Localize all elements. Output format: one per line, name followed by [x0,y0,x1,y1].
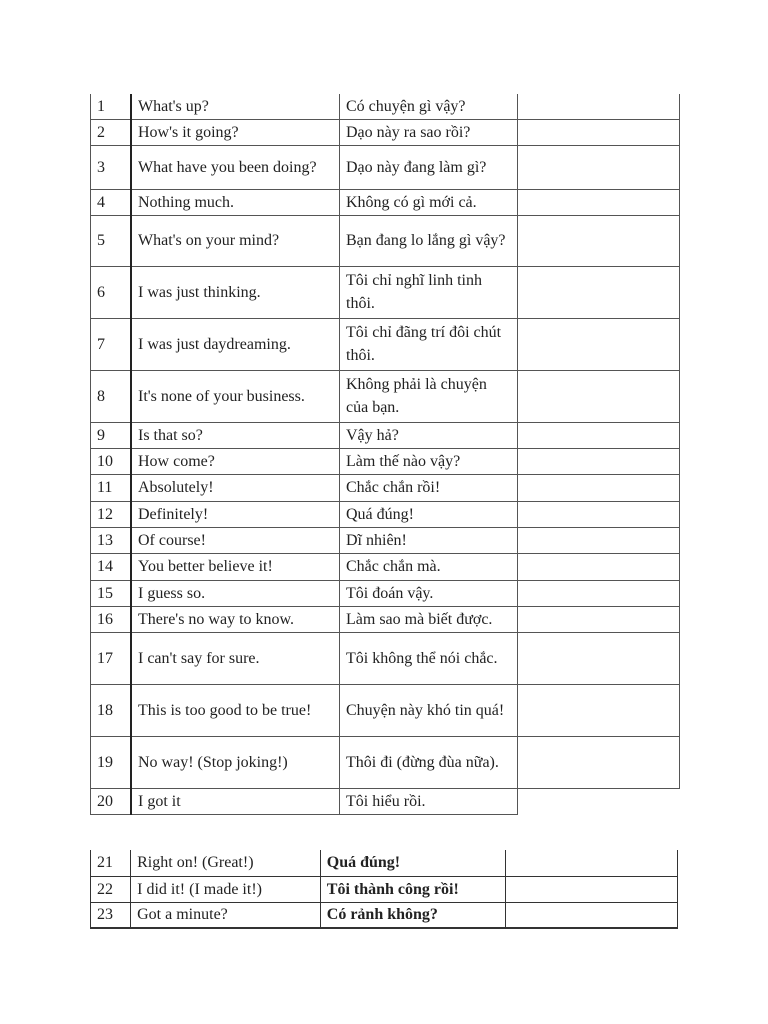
table-row [91,119,680,145]
english-phrase: Is that so? [131,422,340,448]
english-phrase: It's none of your business. [131,370,340,422]
english-phrase: Absolutely! [131,474,340,501]
english-phrase: Right on! (Great!) [131,850,321,876]
vietnamese-translation: Vậy hả? [340,422,518,448]
row-number: 6 [91,266,132,318]
row-number: 16 [91,606,132,632]
row-number: 21 [91,850,131,876]
empty-cell [518,501,680,527]
vietnamese-translation: Không có gì mới cả. [340,189,518,215]
empty-cell [518,474,680,501]
table-row [91,215,680,266]
row-number: 18 [91,684,132,736]
empty-cell [518,736,680,788]
vietnamese-translation: Tôi không thể nói chắc. [340,632,518,684]
english-phrase: No way! (Stop joking!) [131,736,340,788]
row-number: 3 [91,145,132,189]
english-phrase: I was just daydreaming. [131,318,340,370]
english-phrase: I can't say for sure. [131,632,340,684]
table-row [91,876,678,902]
vietnamese-translation: Dĩ nhiên! [340,527,518,553]
phrase-table-2 [90,850,678,929]
row-number: 7 [91,318,132,370]
english-phrase: Definitely! [131,501,340,527]
empty-cell [518,370,680,422]
vietnamese-translation: Quá đúng! [320,850,506,876]
english-phrase: Got a minute? [131,902,321,928]
vietnamese-translation: Chuyện này khó tin quá! [340,684,518,736]
empty-cell [518,189,680,215]
english-phrase: I was just thinking. [131,266,340,318]
table-row [91,474,680,501]
vietnamese-translation: Tôi đoán vậy. [340,580,518,606]
table-row [91,736,680,788]
row-number: 8 [91,370,132,422]
english-phrase: What have you been doing? [131,145,340,189]
empty-cell [518,448,680,474]
row-number: 10 [91,448,132,474]
empty-cell [518,684,680,736]
row-number: 13 [91,527,132,553]
empty-cell [518,266,680,318]
row-number: 1 [91,94,132,119]
table-row [91,632,680,684]
row-number: 14 [91,553,132,580]
vietnamese-translation: Không phải là chuyện của bạn. [340,370,518,422]
empty-cell [518,145,680,189]
row-number: 2 [91,119,132,145]
vietnamese-translation: Tôi thành công rồi! [320,876,506,902]
english-phrase: Nothing much. [131,189,340,215]
table-row [91,501,680,527]
vietnamese-translation: Tôi hiểu rồi. [340,788,518,814]
table-row [91,850,678,876]
table-row [91,266,680,318]
vietnamese-translation: Làm sao mà biết được. [340,606,518,632]
table-row [91,580,680,606]
table-row [91,606,680,632]
english-phrase: You better believe it! [131,553,340,580]
table-row [91,527,680,553]
row-number: 12 [91,501,132,527]
english-phrase: I got it [131,788,340,814]
empty-cell [518,119,680,145]
vietnamese-translation: Quá đúng! [340,501,518,527]
empty-cell [518,580,680,606]
empty-cell [506,876,678,902]
table-row [91,370,680,422]
vietnamese-translation: Làm thế nào vậy? [340,448,518,474]
row-number: 11 [91,474,132,501]
english-phrase: What's on your mind? [131,215,340,266]
english-phrase: Of course! [131,527,340,553]
vietnamese-translation: Có chuyện gì vậy? [340,94,518,119]
row-number: 15 [91,580,132,606]
vietnamese-translation: Chắc chắn rồi! [340,474,518,501]
empty-cell [518,788,680,814]
vietnamese-translation: Chắc chắn mà. [340,553,518,580]
empty-cell [518,215,680,266]
empty-cell [518,606,680,632]
english-phrase: This is too good to be true! [131,684,340,736]
row-number: 22 [91,876,131,902]
table-row [91,788,680,814]
row-number: 5 [91,215,132,266]
row-number: 20 [91,788,132,814]
english-phrase: How come? [131,448,340,474]
vietnamese-translation: Tôi chỉ nghĩ linh tinh thôi. [340,266,518,318]
empty-cell [518,94,680,119]
table-row [91,902,678,928]
english-phrase: There's no way to know. [131,606,340,632]
english-phrase: I guess so. [131,580,340,606]
table-row [91,318,680,370]
empty-cell [518,632,680,684]
table-row [91,422,680,448]
empty-cell [518,422,680,448]
row-number: 19 [91,736,132,788]
table-row [91,145,680,189]
empty-cell [506,850,678,876]
english-phrase: How's it going? [131,119,340,145]
empty-cell [518,553,680,580]
empty-cell [518,527,680,553]
vietnamese-translation: Có rảnh không? [320,902,506,928]
english-phrase: What's up? [131,94,340,119]
english-phrase: I did it! (I made it!) [131,876,321,902]
vietnamese-translation: Thôi đi (đừng đùa nữa). [340,736,518,788]
row-number: 9 [91,422,132,448]
table-row [91,553,680,580]
row-number: 23 [91,902,131,928]
empty-cell [506,902,678,928]
vietnamese-translation: Dạo này ra sao rồi? [340,119,518,145]
table-row [91,448,680,474]
empty-cell [518,318,680,370]
vietnamese-translation: Dạo này đang làm gì? [340,145,518,189]
phrase-table-1 [90,94,680,815]
table-row [91,94,680,119]
table-row [91,684,680,736]
row-number: 4 [91,189,132,215]
vietnamese-translation: Tôi chỉ đãng trí đôi chút thôi. [340,318,518,370]
table-row [91,189,680,215]
row-number: 17 [91,632,132,684]
vietnamese-translation: Bạn đang lo lắng gì vậy? [340,215,518,266]
